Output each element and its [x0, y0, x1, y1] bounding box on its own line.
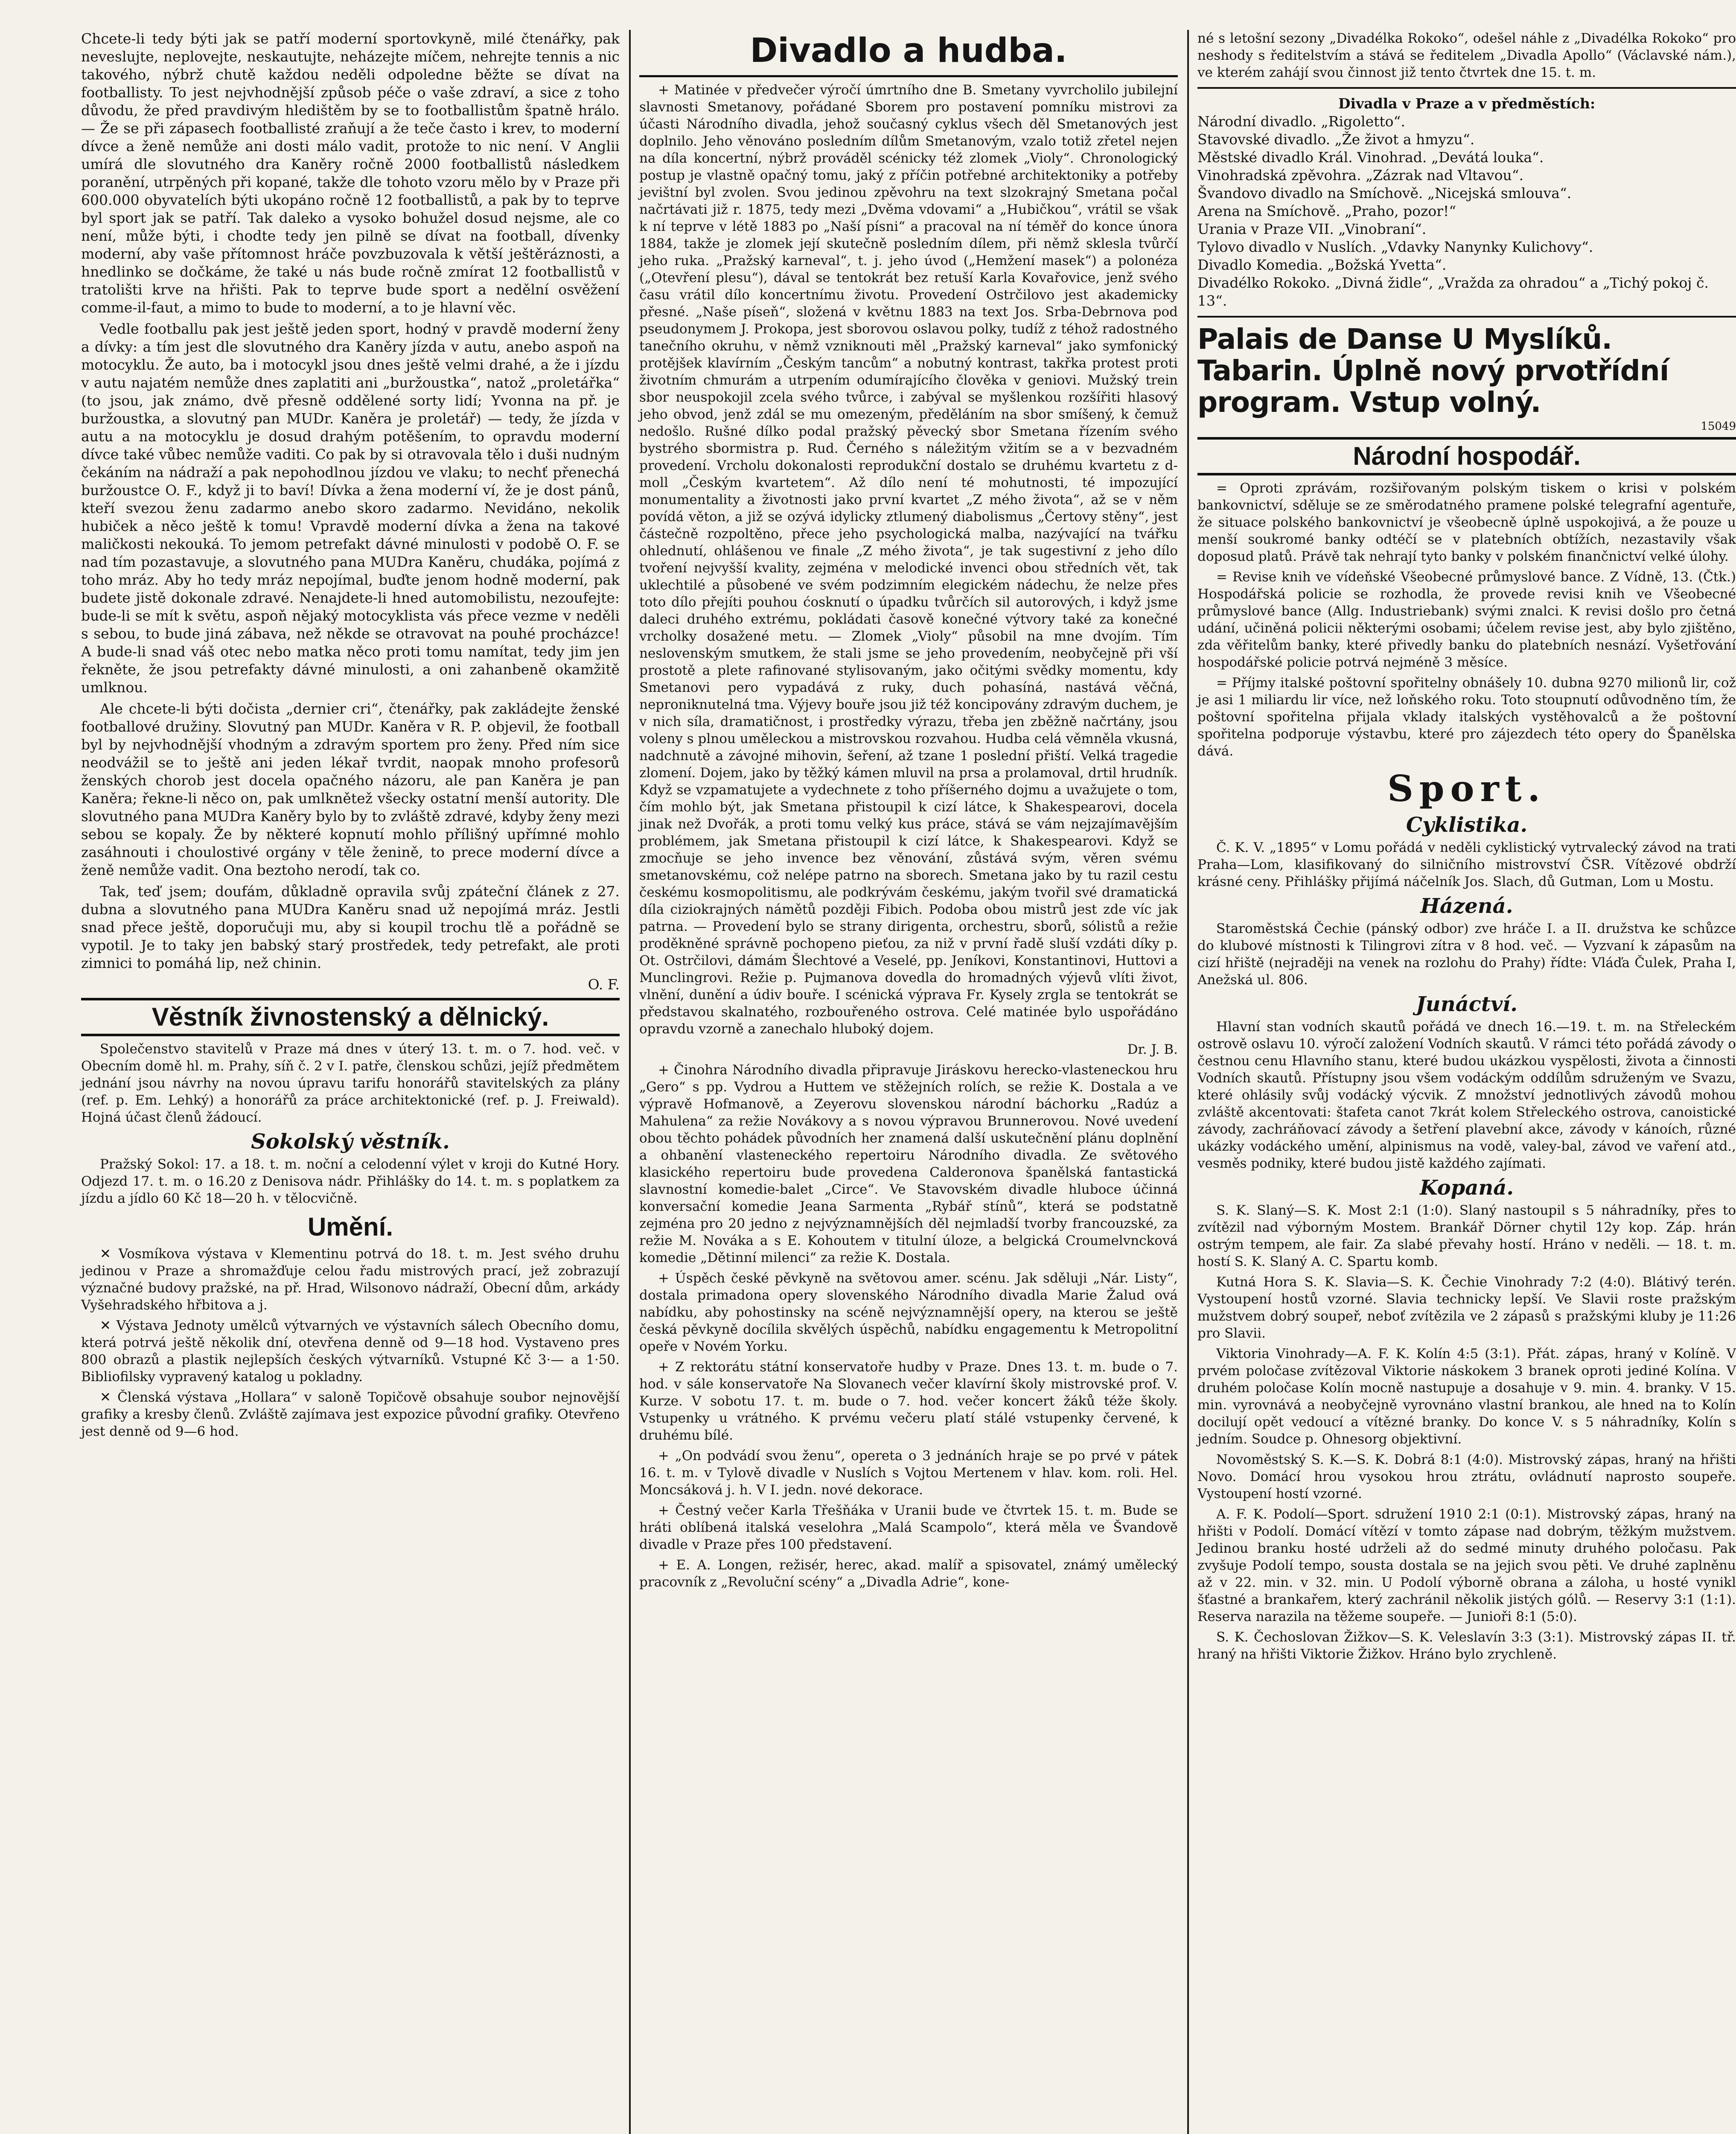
section-title-sport: Sport. — [1387, 767, 1546, 810]
article-paragraph: Ale chcete-li býti dočista „dernier cri“, čtenářky, pak zakládejte ženské footballové družiny. Slovutný pan MUDr. Kaněra v R. P. objevil, že football byl by nejvhodnější vhodným a zdravým sportem pro ženy. Před ním sice neodvážil se to ještě ani jeden lékař tvrdit, naopak mnoho profesorů ženských chorob jest docela opačného názoru, ale pan Kaněra je pan Kaněra; řekne-li něco on, pak umlknětež všecky ostatní menší autority. Dle slovutného pana MUDra Kaněry bylo by to zvláště zdravé, kdyby ženy mezi sebou se kopaly. Že by některé kopnutí mohlo přílišný upřímné mohlo zasáhnouti i choulostivé orgány v těle ženině, to prece moderní dívce a ženě nemůže vadit. Ona beztoho nerodí, tak co. — [81, 700, 620, 878]
news-item: Pražský Sokol: 17. a 18. t. m. noční a celodenní výlet v kroji do Kutné Hory. Odjezd 17. t. m. o 16.20 z Denisova nádr. Přihlášky do 14. t. m. s poplatkem za jízdu a jídlo 60 Kč 18—20 h. v tělocvičně. — [81, 1157, 620, 1206]
article-paragraph: Vedle footballu pak jest ještě jeden sport, hodný v pravdě moderní ženy a dívky: a tím jest dle slovutného dra Kaněry jízda v autu, anebo aspoň na motocyklu. Že auto, ba i motocykl jsou dnes ještě velmi drahé, a že i jízdu v autu najatém nemůže dnes zaplatiti ani „buržoustka“, natož „proletářka“ (to jsou, jak známo, dvě přesně oddělené sorty lidí; Yvonna na př. je buržoustka, a slovutný pan MUDr. Kaněra je proletář) — tedy, že jízda v autu a na motocyklu je dosud drahým potěšením, to opravdu moderní dívce také vůbec nemůže vaditi. Co pak by si otravovala tělo i duši nudným čekáním na nádraží a pak nepohodlnou jízdou ve vlaku; to nechť přenechá buržoustce O. F., když ji to baví! Dívka a žena moderní ví, že je dost pánů, kteří svezou ženu zadarmo anebo skoro zadarmo. Nevidáno, nekolik hubiček a něco ještě k tomu! Vpravdě moderní dívka a žena na takové maličkosti nekouká. To jemom petrefakt dávné minulosti v podobě O. F. se nad tím pozastavuje, a slovutného pana MUDra Kaněru, chudáka, pojímá z toho mráz. Aby ho tedy mráz nepojímal, buďte jenom hodně moderní, pak budete jistě dokonale zdravé. Nenajdete-li hned automobilistu, nezoufejte: bude-li se mít k světu, aspoň nějaký motocyklista vás přece vezme v neděli s sebou, to bude jiná zábava, než někde se otravovat na pouhé procházce! A bude-li snad váš otec nebo matka něco proti tomu namítat, tedy jim jen řekněte, že jsou petrefakty dávné minulosti, a oni zahanbeně okamžitě umlknou. — [81, 321, 620, 696]
listing-item: Městské divadlo Král. Vinohrad. „Devátá louka“. — [1197, 149, 1544, 166]
section-title-sokol: Sokolský věstník. — [251, 1130, 450, 1154]
column-2 — [639, 30, 1178, 2134]
news-item: Hlavní stan vodních skautů pořádá ve dnech 16.—19. t. m. na Střeleckém ostrově oslavu 10. výročí založení Vodních skautů. V rámci této pořádá závody o čestnou cenu Hlavního stanu, které budou ukázkou vyspělosti, života a činnosti Vodních skautů. Přístupny jsou všem vodáckým oddílům sdruženým ve Svazu, které ohlásily svůj vodácký výcvik. Z množství jednotlivých závodů mohou zvláště akcentovati: štafeta canot 7krát kolem Střeleckého ostrova, canoistické závody, zachráňovací závody a šetření plavební akce, závody v kánoích, různé ukázky vodáckého umění, alpinismus na vodě, valey-bal, závod ve vaření atd., vesměs podniky, které budou jistě každého zajímati. — [1197, 1019, 1736, 1171]
subsection-hazena: Házená. — [1420, 894, 1513, 918]
section-title-narodni: Národní hospodář. — [1353, 442, 1581, 470]
column-divider — [1187, 30, 1189, 2134]
article-signature: O. F. — [588, 976, 620, 993]
listing-heading: Divadla v Praze a v předměstích: — [1338, 95, 1596, 112]
listing-item: Divadélko Rokoko. „Divná židle“, „Vražda za ohradou“ a „Tichý pokoj č. 13“. — [1197, 274, 1709, 309]
section-header-box — [81, 998, 620, 1036]
listing-item: Tylovo divadlo v Nuslích. „Vdavky Nanynky Kulichovy“. — [1197, 239, 1593, 255]
subsection-junactvi: Junáctví. — [1416, 992, 1518, 1016]
divider — [1197, 87, 1736, 89]
listing-item: Arena na Smíchově. „Praho, pozor!“ — [1197, 203, 1456, 219]
ad-number: 15049 — [1701, 420, 1736, 433]
article-signature: Dr. J. B. — [1127, 1042, 1178, 1057]
listing-item: Urania v Praze VII. „Vinobraní“. — [1197, 221, 1427, 237]
news-item: Společenstvo stavitelů v Praze má dnes v úterý 13. t. m. o 7. hod. več. v Obecním domě hl. m. Prahy, síň č. 2 v I. patře, členskou schůzi, jejíž předmětem jednání jsou návrhy na novou úpravu tarifu honorářů stavitelských za plány (ref. p. Em. Lehký) a honorářů za práce architektonické (ref. p. J. Freiwald). Hojná účast členů žádoucí. — [81, 1041, 620, 1125]
news-item: + Úspěch české pěvkyně na světovou amer. scénu. Jak sděluji „Nár. Listy“, dostala primadona opery slovenského Národního divadla Marie Žalud ová nabídku, aby pohostinsky na scéně nejvýznamnější opery, na kterou se ještě česká pěvkyně docílila skvělých úspěchů, nabídku engagementu k Metropolitní opeře v Novém Yorku. — [639, 1271, 1178, 1354]
divider — [1197, 316, 1736, 318]
listing-item: Divadlo Komedia. „Božská Yvetta“. — [1197, 257, 1447, 273]
article-paragraph: Tak, teď jsem; doufám, důkladně opravila svůj zpáteční článek z 27. dubna a slovutného pana MUDra Kaněru snad už nepojímá mráz. Jestli snad přece ještě, doporučuji mu, aby si koupil trochu tlě a pořádně se vypotil. Je to taky jen babský starý prostředek, tedy petrefakt, ale proti zimnici to pomáhá lip, než chinin. — [81, 883, 620, 971]
section-title-umeni: Umění. — [307, 1213, 393, 1241]
news-item: + Činohra Národního divadla připravuje Jiráskovu herecko-vlasteneckou hru „Gero“ s pp. Vydrou a Huttem ve stěžejních rolích, se režie K. Dostala a ve výpravě Hofmanově, a Zeyerovu slovenskou národní báchorku „Radúz a Mahulena“ za režie Novákovy a s novou výpravou Brunnerovou. Nové uvedení obou těchto pohádek původních her znamená další uskutečnění plánu doplnění a ohbanění vlasteneckého repertoiru Národního divadla. Ze světového klasického repertoiru bude provedena Calderonova španělská fantastická slavnostní komedie-balet „Circe“. Ve Stavovském divadle hluboce účinná konversační komedie Jeana Sarmenta „Rybář stínů“, která se podstatně zejména pro 20 jedno z nejvýznamnějších děl nejmladší tvorby francouzské, za režie M. Nováka a s E. Kohoutem v titulní úloze, a belgická Croumelvncková komedie „Dětinní milenci“ za režie K. Dostala. — [639, 1062, 1178, 1265]
news-item: Novoměstský S. K.—S. K. Dobrá 8:1 (4:0). Mistrovský zápas, hraný na hřišti Novo. Domácí hrou vysokou hrou ztrátu, ovládnutí naprosto soupeře. Vystoupení hostí vzorné. — [1197, 1452, 1736, 1501]
listing-item: Vinohradská zpěvohra. „Zázrak nad Vltavou“. — [1197, 167, 1524, 184]
newspaper-page — [81, 30, 1736, 2134]
news-item: Staroměstská Čechie (pánský odbor) zve hráče I. a II. družstva ke schůzce do klubové místnosti k Tilingrovi zítra v 8 hod. več. — Vyzvaní k zápasům na cizí hřiště (nejraději na venek na rozlohu do Prahy) řídte: Vláďa Čulek, Praha I, Anežská ul. 806. — [1197, 921, 1736, 988]
news-item: Kutná Hora S. K. Slavia—S. K. Čechie Vinohrady 7:2 (4:0). Blátivý terén. Vystoupení hostů vzorné. Slavia technicky lepší. Ve Slavii roste pražským mužstvem dobrý soupeř, neboť zvítězila ve 2 zápasů s pražskými kluby je 11:26 pro Slavii. — [1197, 1274, 1736, 1341]
news-item: Č. K. V. „1895“ v Lomu pořádá v neděli cyklistický vytrvalecký závod na trati Praha—Lom, klasifikovaný do silničního mistrovství ČSR. Vítězové obdrží krásné ceny. Přihlášky přijímá náčelník Jos. Slach, dů Gutman, Lom u Mostu. — [1197, 840, 1736, 889]
theatre-listing — [1197, 95, 1736, 310]
news-item: né s letošní sezony „Divadélka Rokoko“, odešel náhle z „Divadélka Rokoko“ pro neshody s ředitelstvím a stává se ředitelem „Divadla Apollo“ (Václavské nám.), ve kterém zahájí svou činnost již tento čtvrtek dne 15. t. m. — [1197, 31, 1736, 80]
listing-item: Národní divadlo. „Rigoletto“. — [1197, 113, 1405, 130]
news-item: + Čestný večer Karla Třešňáka v Uranii bude ve čtvrtek 15. t. m. Bude se hráti oblíbená italská veselohra „Malá Scampolo“, která měla ve Švandově divadle v Praze přes 100 představení. — [639, 1503, 1178, 1552]
listing-item: Stavovské divadlo. „Že život a hmyzu“. — [1197, 131, 1475, 148]
subsection-kopana: Kopaná. — [1419, 1176, 1514, 1200]
column-1 — [81, 30, 620, 2134]
section-title-vestnik: Věstník živnostenský a dělnický. — [151, 1003, 549, 1031]
news-item: A. F. K. Podolí—Sport. sdružení 1910 2:1 (0:1). Mistrovský zápas, hraný na hřišti v Podolí. Domácí vítězí v tomto zápase nad dobrým, těžkým mužstvem. Jedinou branku hosté udrželi až do sedmé minuty druhého poločasu. Pak zvyšuje Podolí tempo, sousta dostala se na jejich svou pěti. Ve druhé zaplněnu až v 22. min. v 32. min. U Podolí výborně obrana a záloha, u hosté vynikl šťastné a brankařem, který zachránil několik jistých gólů. — Reservy 3:1 (1:1). Reserva narazila na těžeme soupeře. — Junioři 8:1 (5:0). — [1197, 1507, 1736, 1624]
news-item: ✕ Vosmíkova výstava v Klementinu potrvá do 18. t. m. Jest svého druhu jedinou v Praze a shromažďuje celou řadu mistrových prací, jež zobrazují význačné budovy pražské, na př. Hrad, Wilsonovo nádraží, Obecní dům, arkády Vyšehradského hřbitova a j. — [81, 1246, 620, 1313]
news-item: ✕ Výstava Jednoty umělců výtvarných ve výstavních sálech Obecního domu, která potrvá ještě několik dní, otevřena denně od 9—18 hod. Vystaveno pres 800 obrazů a plastik nejlepších českých výtvarníků. Vstupné Kč 3·— a 1·50. Bibliofilsky vypravený katalog u pokladny. — [81, 1318, 620, 1385]
news-item: = Revise knih ve vídeňské Všeobecné průmyslové bance. Z Vídně, 13. (Čtk.) Hospodářská policie se rozhodla, že provede revisi knih ve Všeobecné průmyslové bance (Allg. Industriebank) svými znalci. K revisi došlo pro četná udání, učiněná policii některými osobami; účelem revise jest, aby bylo zjištěno, zda věřitelům banky, které přivedly banku do platebních nesnází. Vyšetřování hospodářské policie potrvá nejméně 3 měsíce. — [1197, 569, 1736, 670]
section-header-box — [1197, 437, 1736, 475]
news-item: = Oproti zprávám, rozšiřovaným polským tiskem o krisi v polském bankovnictví, sděluje se ze směrodatného pramene polské telegrafní agentuře, že situace polského bankovnictví je všeobecně úplně uspokojivá, a že pouze u menší soukromé banky odtéčí se v platebních obtížích, nezastavily však doposud platů. Právě tak nehrají tyto banky v polském finančnictví velké úlohy. — [1197, 481, 1736, 564]
listing-item: Švandovo divadlo na Smíchově. „Nicejská smlouva“. — [1197, 185, 1572, 201]
news-item: S. K. Čechoslovan Žižkov—S. K. Veleslavín 3:3 (3:1). Mistrovský zápas II. tř. hraný na hřišti Viktorie Žižkov. Hráno bylo zrychleně. — [1197, 1630, 1736, 1662]
section-title-divadlo: Divadlo a hudba. — [750, 32, 1067, 70]
advertisement-palais: Palais de Danse U Myslíků. Tabarin. Úplně nový prvotřídní program. Vstup volný. — [1197, 323, 1669, 419]
news-item: = Příjmy italské poštovní spořitelny obnášely 10. dubna 9270 milionů lir, což je asi 1 miliardu lir více, než loňského roku. Toto stoupnutí odůvodněno tím, že poštovní spořitelna přijala vklady italských vystěhovalců a že poštovní spořitelna podporuje výstavbu, které pro zájezdech této opery do Španělska dává. — [1197, 675, 1736, 759]
article-intro: Chcete-li tedy býti jak se patří moderní sportovkyně, milé čtenářky, pak neveslujte, neplovejte, neskautujte, neházejte míčem, nehrejte tennis a nic takového, nýbrž chutě každou neděli odpoledne běžte se dívat na footballisty. To jest nejvhodnější způsob péče o vaše zdraví, a sice z toho důvodu, že před pravdivým hledištěm by se to footballistům špatně hrálo. — Že se při zápasech footballisté zraňují a že teče často i krev, to moderní dívce a ženě nemůže ani dosti málo vadit, protože to nic není. V Anglii umírá dle slovutného dra Kaněry ročně 2000 footballistů následkem poranění, utrpěných při kopané, takže dle tohoto vzoru mělo by v Praze při 600.000 obyvatelích býti ukopáno ročně 12 footballistů, a pak by to teprve byl sport jak se patří. Tak daleko a vysoko bohužel dosud nejsme, ale co není, může býti, i chodte tedy jen pilně se dívat na football, dívenky moderní, aby vaše přítomnost hráče povzbuzovala k větší ještěráznosti, a hnedlinko se dočkáme, že také u nás bude ročně zmírat 12 footballistů v tratolišti krve na hřišti. Pak to teprve bude sport a nedělní osvěžení comme-il-faut, a mimo to bude to moderní, a to je hlavní věc. — [81, 30, 620, 316]
news-item: + E. A. Longen, režisér, herec, akad. malíř a spisovatel, známý umělecký pracovník z „Revoluční scény“ a „Divadla Adrie“, kone- — [639, 1557, 1178, 1590]
news-item: ✕ Členská výstava „Hollara“ v saloně Topičově obsahuje soubor nejnovější grafiky a kresby členů. Zvláště zajímava jest expozice původní grafiky. Otevřeno jest denně od 9—6 hod. — [81, 1390, 620, 1439]
column-3 — [1197, 30, 1736, 2134]
news-item: Viktoria Vinohrady—A. F. K. Kolín 4:5 (3:1). Přát. zápas, hraný v Kolíně. V prvém poločase zvítězoval Viktorie náskokem 3 branek oproti jediné Kolína. V druhém poločase Kolín mocně nastupuje a dosahuje v 9. min. 4. branky. V 15. min. vyrovnává a neobyčejně vyrovnáno vlastní brankou, ale hned na to Kolín docilují opět vedoucí a vítězné branky. Do konce V. s 5 náhradníky, Kolín s jedním. Soudce p. Ohnesorg objektivní. — [1197, 1346, 1736, 1447]
column-divider — [629, 30, 631, 2134]
news-item: + „On podvádí svou ženu“, opereta o 3 jednáních hraje se po prvé v pátek 16. t. m. v Tylově divadle v Nuslích s Vojtou Mertenem v hlav. kom. roli. Hel. Moncsáková j. h. V I. jedn. nové dekorace. — [639, 1448, 1178, 1498]
news-item: S. K. Slaný—S. K. Most 2:1 (1:0). Slaný nastoupil s 5 náhradníky, přes to zvítězil nad výborným Mostem. Brankář Dörner chytil 12y kop. Záp. hrán ostrým tempem, ale fair. Za slabé převahy hostí. Hráno v neděli. — 18. t. m. hostí S. K. Slaný A. C. Spartu komb. — [1197, 1203, 1736, 1269]
news-item: + Matinée v předvečer výročí úmrtního dne B. Smetany vyvrcholilo jubilejní slavnosti Smetanovy, pořádané Sborem pro postavení pomníku mistrovi za účasti Národního divadla, jehož současný cyklus všech děl Smetanových jest doplnilo. Jeho věnováno posledním dílům Smetanovým, vzalo totiž zřetel nejen na díla koncertní, nýbrž prováděl scénicky též zlomek „Violy“. Chronologický postup je vlastně opačný tomu, jaký z příčin potřebné architektoniky a potřeby jevištní byl zvolen. Svou jedinou zpěvohru na text slzokrajný Smetana počal načrtávati již r. 1875, tedy mezi „Dvěma vdovami“ a „Hubičkou“, vrátil se však k ní teprve v létě 1883 po „Naší písni“ a pracoval na ní téměř do konce února 1884, takže je zlomek její skutečně posledním dílem, při němž sklesla tvůrčí jeho ruka. „Pražský karneval“, t. j. jeho úvod („Hemžení masek“) a polonéza („Otevření plesu“), dával se tentokrát bez retuší Karla Kovařovice, jenž svého času vrátil dílo koncertnímu životu. Provedení Ostrčilovo jest akademicky přesné. „Naše píseň“, složená v květnu 1883 na text Jos. Srba-Debrnova pod pseudonymem J. Prokopa, jest sborovou oslavou polky, tudíž z téhož radostného tanečního okruhu, v němž vzniknouti měl „Pražský karneval“ jako symfonický protějšek klavírním „Českým tancům“ a nobutný kontrast, takřka protest proti životním chmurám a utrpením odumírajícího člověka v geniovi. Mužský trein sbor neuspokojil zcela svého tvůrce, i zabýval se myšlenkou rozšířiti hlasový jeho obvod, jenž zdál se mu omezeným, předěláním na sbor smíšený, k čemuž nedošlo. Rušné dílko podal pražský pěvecký sbor Smetana řízením svého bystrého sbormistra p. Rud. Černého s náležitým vžitím se a v bezvadném provedení. Vrcholu dokonalosti reprodukční dostalo se druhému kvartetu z d-moll „Českým kvartetem“. Až dílo není té mohutnosti, té impozující monumentality a životnosti jako první kvartet „Z mého života“, až se v něm povídá věton, a již se ozývá idylicky ztlumený diabolismus „Čertovy stěny“, jest částečně rozpoltěno, přece jeho psychologická malba, nazývající na tvářku ohlednutí, ohlášenou ve finale „Z mého života“, je tak sugestivní z jeho dílo tvoření nejvyšší kvality, zejména v melodické invenci obou středních vět, tak uklechtilé a působené ve svém podzimním elegickém nádechu, že nelze přes toto dílo přejíti pouhou ćosknutí o úpadku tvůrčích sil autorových, i když jsme daleci druhého extrému, pokládati časově konečné výtvory také za konečné vrcholky dosažené metu. — Zlomek „Violy“ působil na mne dvojím. Tím neslovenským smutkem, že stali jsme se jeho provedením, neobyčejně při vší prostotě a plete rafinované stylisovaným, jako očitými svědky momentu, kdy Smetanovi pero vypadává z ruky, duch pohasíná, nastává věčná, neproniknutelná tma. Výjevy bouře jsou již též koncipovány zdravým duchem, je v nich síla, dramatičnost, i prostředky výrazu, třeba jen zběžně načrtány, jsou voleny s plnou uměleckou a mistrovskou rozvahou. Hudba celá věmněla vkusná, nadchnutě a závojné mihovin, šeření, až tzane 1 poslední přiští. Velká tragedie zlomení. Dojem, jako by těžký kámen mluvil na prsa a prolamoval, drtil hrudník. Když se vzpamatujete a vydechnete z toho příšerného dojmu a uvažujete o tom, čím mohlo být, jak Smetana přistoupil k cizí látce, k Shakespearovi, docela jinak než Dvořák, a proti tomu velký kus práce, stává se vám nejzajímavějším problémem, jak Smetana přistoupil k cizí látce, k Shakespearovi. Když se zmocňuje se jeho invence bez věnování, zůstává svým, věren svému smetanovskému, což nelépe patrno na sborech. Smetana jako by tu razil cestu českému kosmopolitismu, ale podkrývám českému, jakým tvořil své dramatická díla ciziokrajných námětů později Fibich. Podoba obou mistrů jest zde víc jak patrna. — Provedení bylo se strany dirigenta, orchestru, sborů, sólistů a režie proděkněné správně pochopeno pieťou, za niž v první řadě sluší vzdáti díky p. Ot. Ostrčilovi, dámám Šlechtové a Veselé, pp. Jeníkovi, Konstantinovi, Huttovi a Munclingrovi. Režie p. Pujmanova dovedla do hromadných výjevů vlíti život, vlnění, dunění a údiv bouře. I scénická výprava Fr. Kysely zrgla se tentokrát se představou skalnatého, rozbouřeného ostrova. Celé matinée bylo uspořádáno opravdu vzorně a zanechalo hluboký dojem. — [639, 82, 1178, 1037]
subsection-cyklistika: Cyklistika. — [1406, 813, 1528, 837]
news-item: + Z rektorátu státní konservatoře hudby v Praze. Dnes 13. t. m. bude o 7. hod. v sále konservatoře Na Slovanech večer klavírní školy mistrovské prof. V. Kurze. V sobotu 17. t. m. bude o 7. hod. večer koncert žáků téže školy. Vstupenky u vrátného. K prvému večeru platí stálé vstupenky červené, k druhému bílé. — [639, 1359, 1178, 1443]
